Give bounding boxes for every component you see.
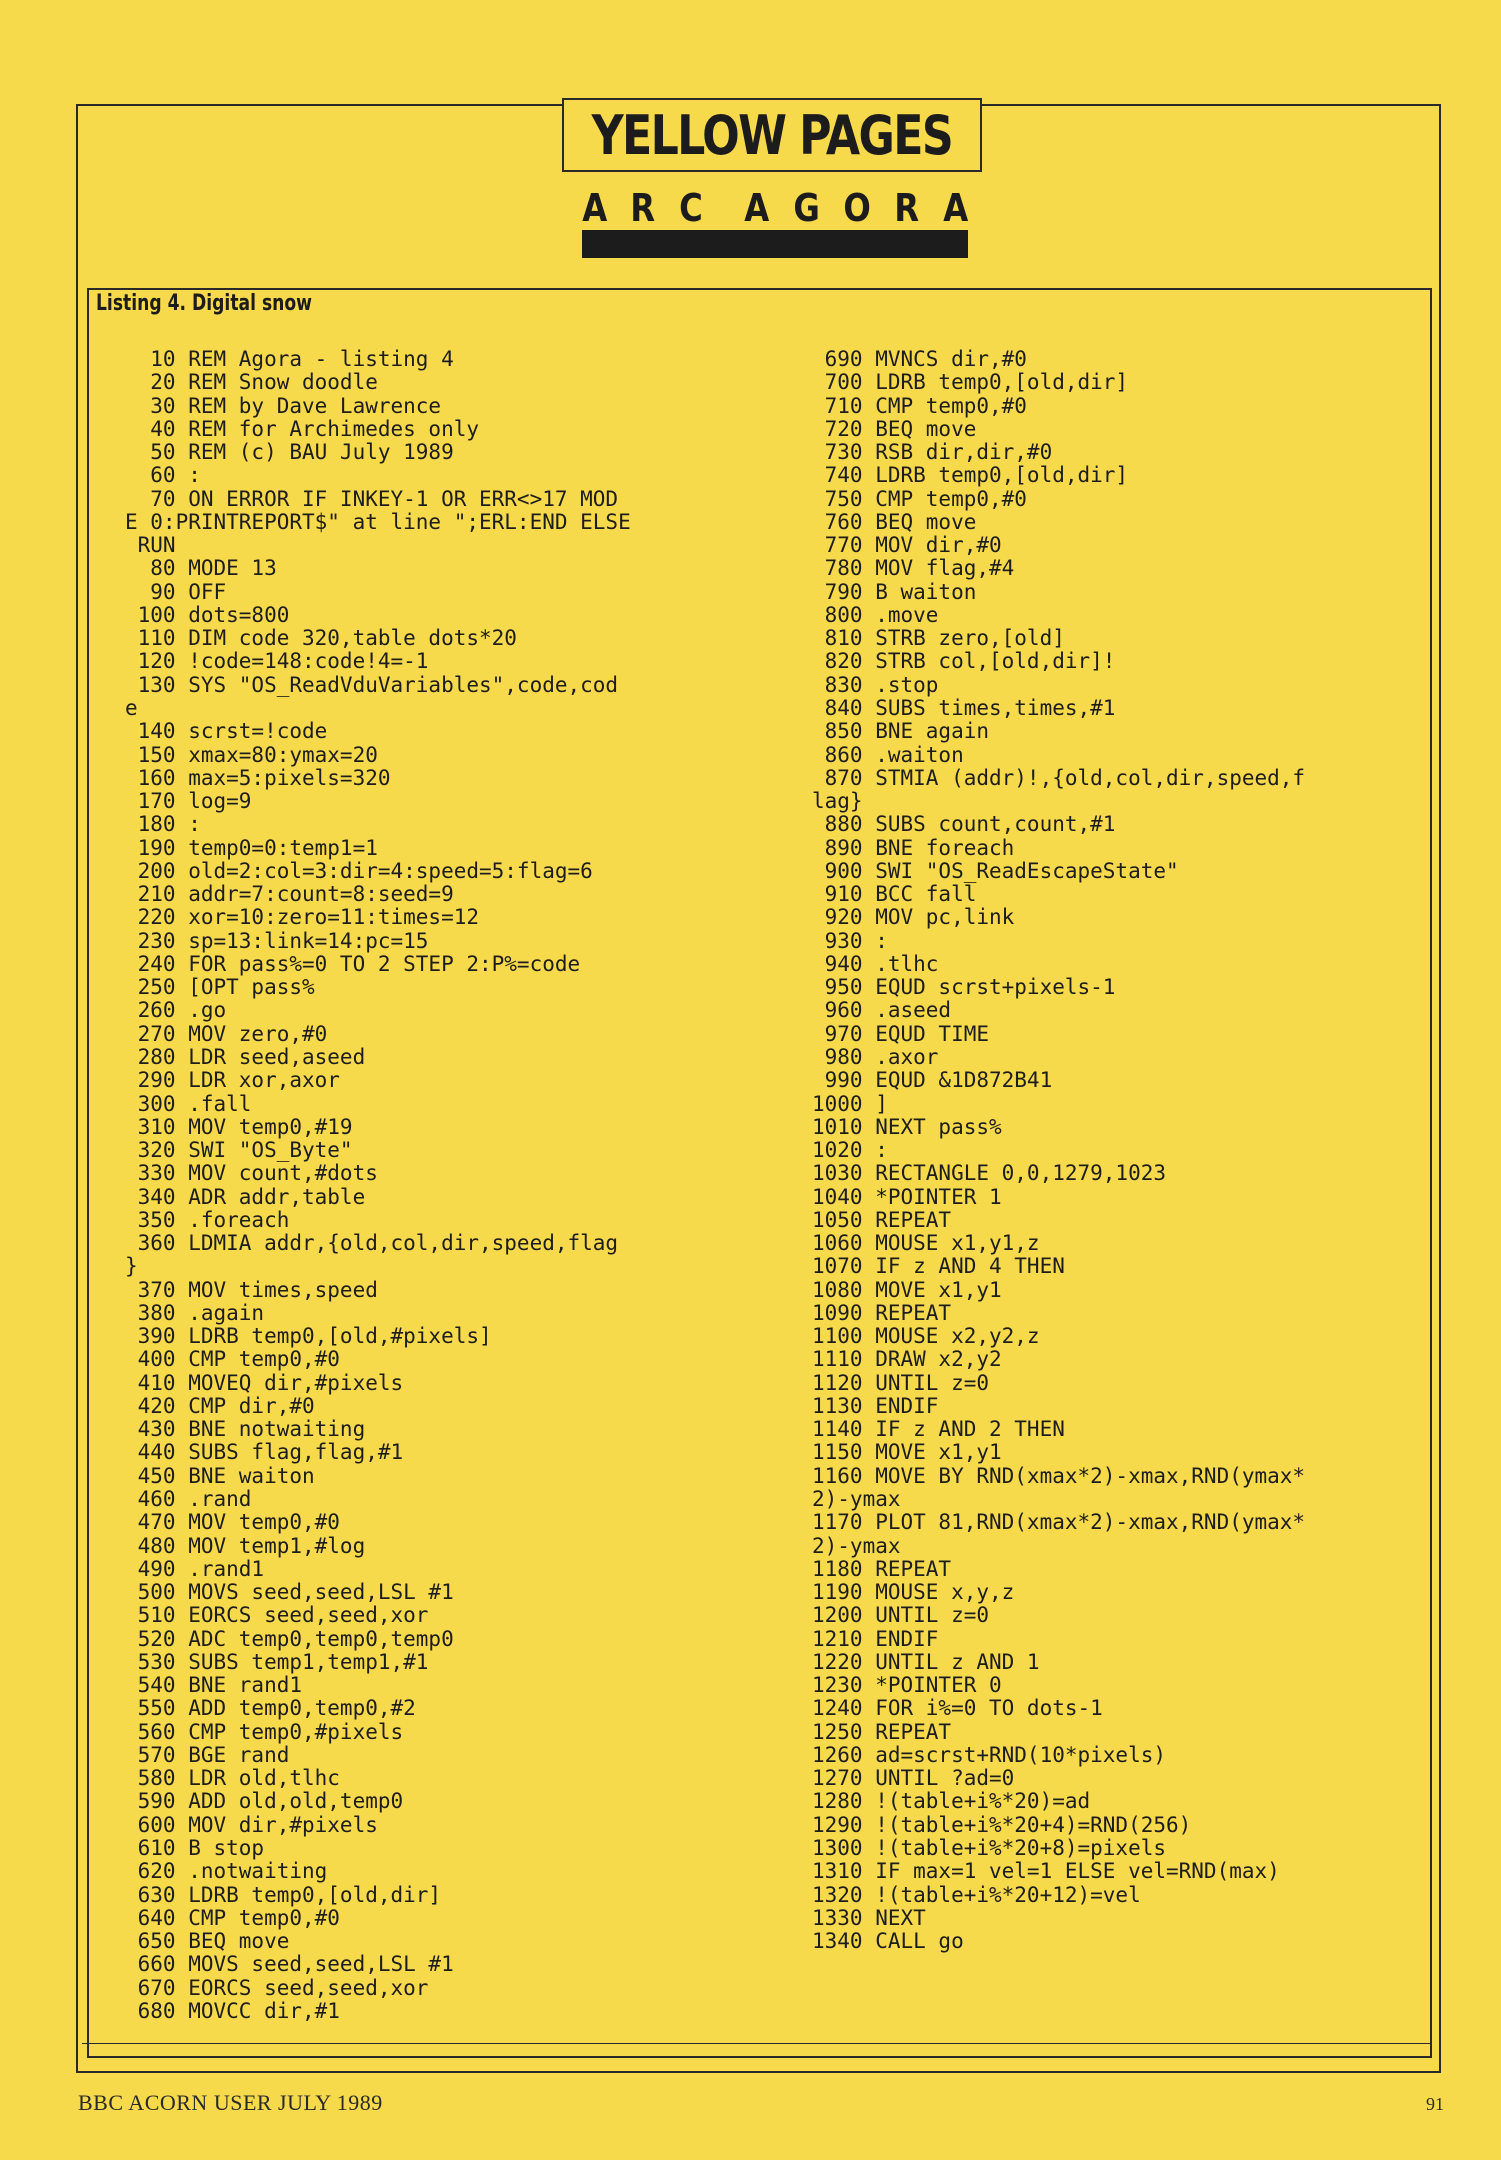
code-line: 700 LDRB temp0,[old,dir] xyxy=(812,370,1129,395)
code-line: 630 LDRB temp0,[old,dir] xyxy=(125,1882,442,1907)
code-line: 1320 !(table+i%*20+12)=vel xyxy=(812,1882,1141,1907)
code-line: 1040 *POINTER 1 xyxy=(812,1184,1002,1209)
code-line: 620 .notwaiting xyxy=(125,1859,328,1884)
code-line: 1060 MOUSE x1,y1,z xyxy=(812,1231,1040,1256)
code-line: 510 EORCS seed,seed,xor xyxy=(125,1603,429,1628)
code-line: 770 MOV dir,#0 xyxy=(812,533,1002,558)
code-line: 670 EORCS seed,seed,xor xyxy=(125,1975,429,2000)
code-line: 800 .move xyxy=(812,602,939,627)
code-line: 40 REM for Archimedes only xyxy=(125,416,480,441)
code-line: 810 STRB zero,[old] xyxy=(812,626,1065,651)
code-line: 1190 MOUSE x,y,z xyxy=(812,1580,1015,1605)
code-line: 370 MOV times,speed xyxy=(125,1277,378,1302)
code-line: 1140 IF z AND 2 THEN xyxy=(812,1417,1065,1442)
code-line: 210 addr=7:count=8:seed=9 xyxy=(125,882,454,907)
code-line: 980 .axor xyxy=(812,1044,939,1069)
code-line: 1290 !(table+i%*20+4)=RND(256) xyxy=(812,1812,1192,1837)
code-line: 760 BEQ move xyxy=(812,509,977,534)
code-line: 490 .rand1 xyxy=(125,1556,265,1581)
code-line: 1300 !(table+i%*20+8)=pixels xyxy=(812,1836,1167,1860)
code-line: 1050 REPEAT xyxy=(812,1207,952,1232)
code-line: 100 dots=800 xyxy=(125,602,290,627)
code-line: 280 LDR seed,aseed xyxy=(125,1044,366,1069)
code-line: 850 BNE again xyxy=(812,719,990,744)
code-line: lag} xyxy=(812,789,863,814)
code-line: 120 !code=148:code!4=-1 xyxy=(125,649,429,674)
code-line: 50 REM (c) BAU July 1989 xyxy=(125,440,454,465)
code-line: 920 MOV pc,link xyxy=(812,905,1015,930)
code-line: 470 MOV temp0,#0 xyxy=(125,1510,340,1535)
code-line: 300 .fall xyxy=(125,1091,252,1116)
code-line: 590 ADD old,old,temp0 xyxy=(125,1789,404,1814)
code-line: 2)-ymax xyxy=(812,1487,901,1512)
code-line: 250 [OPT pass% xyxy=(125,975,315,1000)
code-column-left xyxy=(125,348,631,2023)
section-letter: A xyxy=(582,186,608,230)
code-line: 1270 UNTIL ?ad=0 xyxy=(812,1766,1015,1791)
section-letter: A xyxy=(744,186,770,230)
section-heading xyxy=(580,186,970,230)
code-line: 310 MOV temp0,#19 xyxy=(125,1114,353,1139)
code-line: 400 CMP temp0,#0 xyxy=(125,1347,340,1372)
code-line: 1090 REPEAT xyxy=(812,1300,952,1325)
code-line: 740 LDRB temp0,[old,dir] xyxy=(812,463,1129,488)
code-line: 70 ON ERROR IF INKEY-1 OR ERR<>17 MOD xyxy=(125,486,619,511)
code-line: 2)-ymax xyxy=(812,1533,901,1558)
code-line: 90 OFF xyxy=(125,579,227,604)
code-line: } xyxy=(125,1254,138,1279)
code-line: 330 MOV count,#dots xyxy=(125,1161,378,1186)
code-line: 940 .tlhc xyxy=(812,951,939,976)
code-line: 1020 : xyxy=(812,1138,888,1163)
code-line: 450 BNE waiton xyxy=(125,1463,315,1488)
code-line: 830 .stop xyxy=(812,672,939,697)
footer-page-number: 91 xyxy=(1426,2094,1444,2114)
page-title: YELLOW PAGES xyxy=(591,103,953,167)
code-line: 350 .foreach xyxy=(125,1207,290,1232)
code-line: 870 STMIA (addr)!,{old,col,dir,speed,f xyxy=(812,765,1306,790)
code-line: 1180 REPEAT xyxy=(812,1556,952,1581)
code-line: 1330 NEXT xyxy=(812,1905,926,1930)
code-line: 1340 CALL go xyxy=(812,1929,964,1954)
code-line: 970 EQUD TIME xyxy=(812,1021,990,1046)
code-line: 570 BGE rand xyxy=(125,1742,290,1767)
code-line: 1120 UNTIL z=0 xyxy=(812,1370,990,1395)
code-line: 910 BCC fall xyxy=(812,882,977,907)
code-line: RUN xyxy=(125,533,176,558)
code-line: 110 DIM code 320,table dots*20 xyxy=(125,626,517,651)
section-letter: R xyxy=(894,186,920,230)
footer-publication: BBC ACORN USER JULY 1989 xyxy=(78,2090,383,2115)
code-line: 390 LDRB temp0,[old,#pixels] xyxy=(125,1324,492,1349)
code-line: 840 SUBS times,times,#1 xyxy=(812,695,1116,720)
code-line: 1070 IF z AND 4 THEN xyxy=(812,1254,1065,1279)
code-line: 160 max=5:pixels=320 xyxy=(125,765,391,790)
section-letter: A xyxy=(942,186,968,230)
section-bar xyxy=(582,230,968,258)
code-line: 1230 *POINTER 0 xyxy=(812,1673,1002,1698)
code-line: 1010 NEXT pass% xyxy=(812,1114,1002,1139)
code-line: 80 MODE 13 xyxy=(125,556,277,581)
code-line: 680 MOVCC dir,#1 xyxy=(125,1998,340,2023)
code-line: 540 BNE rand1 xyxy=(125,1673,303,1698)
code-line: 230 sp=13:link=14:pc=15 xyxy=(125,928,429,953)
code-line: 30 REM by Dave Lawrence xyxy=(125,393,442,418)
header-box xyxy=(562,98,982,172)
code-line: 820 STRB col,[old,dir]! xyxy=(812,649,1116,674)
code-line: E 0:PRINTREPORT$" at line ";ERL:END ELSE xyxy=(125,509,631,534)
section-letter: R xyxy=(630,186,656,230)
section-letter: C xyxy=(678,186,703,230)
code-line: 360 LDMIA addr,{old,col,dir,speed,flag xyxy=(125,1231,619,1256)
code-line: 20 REM Snow doodle xyxy=(125,370,378,395)
code-line: 1110 DRAW x2,y2 xyxy=(812,1347,1002,1372)
code-line: 1210 ENDIF xyxy=(812,1626,939,1651)
code-line: 440 SUBS flag,flag,#1 xyxy=(125,1440,404,1465)
code-line: 930 : xyxy=(812,928,888,953)
code-line: 1100 MOUSE x2,y2,z xyxy=(812,1324,1040,1349)
code-column-right xyxy=(812,348,1305,1953)
code-line: 410 MOVEQ dir,#pixels xyxy=(125,1370,404,1395)
code-line: 260 .go xyxy=(125,998,227,1023)
code-line: 690 MVNCS dir,#0 xyxy=(812,347,1027,371)
code-line: 720 BEQ move xyxy=(812,416,977,441)
code-line: 1170 PLOT 81,RND(xmax*2)-xmax,RND(ymax* xyxy=(812,1510,1306,1535)
code-line: 860 .waiton xyxy=(812,742,964,767)
code-line: 1250 REPEAT xyxy=(812,1719,952,1744)
section-letter: O xyxy=(843,186,871,230)
code-line: e xyxy=(125,695,138,720)
code-line: 150 xmax=80:ymax=20 xyxy=(125,742,378,767)
code-line: 190 temp0=0:temp1=1 xyxy=(125,835,378,860)
code-line: 480 MOV temp1,#log xyxy=(125,1533,366,1558)
code-line: 170 log=9 xyxy=(125,789,252,814)
code-line: 180 : xyxy=(125,812,201,837)
code-line: 10 REM Agora - listing 4 xyxy=(125,347,454,371)
code-line: 140 scrst=!code xyxy=(125,719,328,744)
code-line: 1240 FOR i%=0 TO dots-1 xyxy=(812,1696,1103,1721)
code-line: 520 ADC temp0,temp0,temp0 xyxy=(125,1626,454,1651)
code-line: 1030 RECTANGLE 0,0,1279,1023 xyxy=(812,1161,1167,1186)
code-line: 500 MOVS seed,seed,LSL #1 xyxy=(125,1580,454,1605)
code-line: 1310 IF max=1 vel=1 ELSE vel=RND(max) xyxy=(812,1859,1280,1884)
code-line: 900 SWI "OS_ReadEscapeState" xyxy=(812,858,1179,883)
code-line: 60 : xyxy=(125,463,201,488)
code-line: 430 BNE notwaiting xyxy=(125,1417,366,1442)
code-line: 730 RSB dir,dir,#0 xyxy=(812,440,1053,465)
code-line: 380 .again xyxy=(125,1300,265,1325)
code-line: 1280 !(table+i%*20)=ad xyxy=(812,1789,1091,1814)
code-line: 530 SUBS temp1,temp1,#1 xyxy=(125,1649,429,1674)
listing-title: Listing 4. Digital snow xyxy=(96,291,313,316)
code-line: 750 CMP temp0,#0 xyxy=(812,486,1027,511)
code-line: 1200 UNTIL z=0 xyxy=(812,1603,990,1628)
code-line: 660 MOVS seed,seed,LSL #1 xyxy=(125,1952,454,1977)
code-line: 560 CMP temp0,#pixels xyxy=(125,1719,404,1744)
code-line: 950 EQUD scrst+pixels-1 xyxy=(812,975,1116,1000)
code-line: 650 BEQ move xyxy=(125,1929,290,1954)
code-line: 240 FOR pass%=0 TO 2 STEP 2:P%=code xyxy=(125,951,581,976)
code-line: 880 SUBS count,count,#1 xyxy=(812,812,1116,837)
code-line: 710 CMP temp0,#0 xyxy=(812,393,1027,418)
code-line: 420 CMP dir,#0 xyxy=(125,1393,315,1418)
code-line: 270 MOV zero,#0 xyxy=(125,1021,328,1046)
code-line: 290 LDR xor,axor xyxy=(125,1068,340,1093)
code-line: 990 EQUD &1D872B41 xyxy=(812,1068,1053,1093)
code-line: 1080 MOVE x1,y1 xyxy=(812,1277,1002,1302)
code-line: 600 MOV dir,#pixels xyxy=(125,1812,378,1837)
code-line: 580 LDR old,tlhc xyxy=(125,1766,340,1791)
code-line: 460 .rand xyxy=(125,1487,252,1512)
code-line: 1150 MOVE x1,y1 xyxy=(812,1440,1002,1465)
code-line: 1220 UNTIL z AND 1 xyxy=(812,1649,1040,1674)
code-line: 130 SYS "OS_ReadVduVariables",code,cod xyxy=(125,672,619,697)
code-line: 220 xor=10:zero=11:times=12 xyxy=(125,905,480,930)
code-line: 640 CMP temp0,#0 xyxy=(125,1905,340,1930)
code-line: 960 .aseed xyxy=(812,998,952,1023)
code-line: 790 B waiton xyxy=(812,579,977,604)
code-line: 780 MOV flag,#4 xyxy=(812,556,1015,581)
code-line: 550 ADD temp0,temp0,#2 xyxy=(125,1696,416,1721)
section-letter: G xyxy=(793,186,820,230)
code-line: 1000 ] xyxy=(812,1091,888,1116)
code-line: 340 ADR addr,table xyxy=(125,1184,366,1209)
code-line: 1130 ENDIF xyxy=(812,1393,939,1418)
code-line: 200 old=2:col=3:dir=4:speed=5:flag=6 xyxy=(125,858,593,883)
code-line: 890 BNE foreach xyxy=(812,835,1015,860)
code-line: 1260 ad=scrst+RND(10*pixels) xyxy=(812,1742,1167,1767)
code-line: 610 B stop xyxy=(125,1836,265,1860)
code-line: 1160 MOVE BY RND(xmax*2)-xmax,RND(ymax* xyxy=(812,1463,1306,1488)
code-line: 320 SWI "OS_Byte" xyxy=(125,1138,353,1163)
